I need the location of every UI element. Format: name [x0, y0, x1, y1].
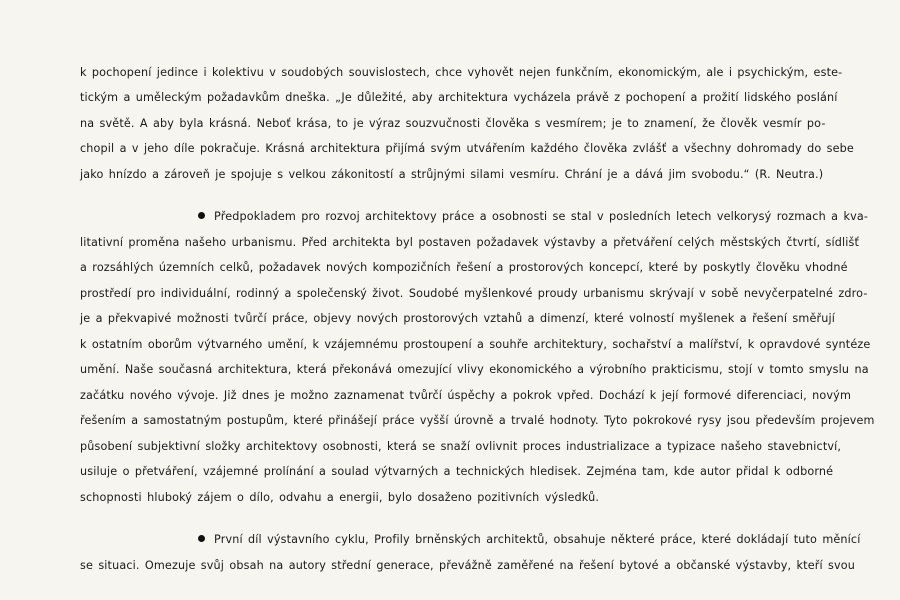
text-line: k ostatním oborům výtvarného umění, k vzájemnému prostoupení a souhře architektury, sochařství a malířství, k opravdové syntéze: [80, 338, 871, 351]
text-line: k pochopení jedince i kolektivu v soudobých souvislostech, chce vyhovět nejen funkčním, ekonomickým, ale i psychickým, este-: [80, 66, 843, 79]
text-line: schopnosti hluboký zájem o dílo, odvahu a energii, bylo dosaženo pozitivních výsledků.: [80, 491, 600, 504]
text-line: První díl výstavního cyklu, Profily brněnských architektů, obsahuje některé práce, které dokládají tuto měnící: [214, 533, 861, 546]
bullet-line: [198, 210, 868, 224]
text-line: začátku nového vývoje. Již dnes je možno zaznamenat tvůrčí úspěchy a pokrok vpřed. Dochází k její formové diferenciaci, novým: [80, 389, 851, 402]
bullet-icon: [198, 212, 205, 219]
text-line: Předpokladem pro rozvoj architektovy práce a osobnosti se stal v posledních letech velkorysý rozmach a kva-: [214, 210, 869, 223]
text-line: jako hnízdo a zároveň je spojuje s velkou zákonitostí a strůjnými silami vesmíru. Chrání je a dává jim svobodu.“ (R. Neutra.): [80, 168, 824, 181]
text-line: a rozsáhlých územních celků, požadavek nových kompozičních řešení a prostorových koncepcí, které by poskytly člověku vhodné: [80, 261, 848, 274]
text-line: litativní proměna našeho urbanismu. Před architekta byl postaven požadavek výstavby a přetváření celých městských čtvrtí, sídlišť: [80, 236, 859, 249]
text-line: působení subjektivní složky architektovy osobnosti, která se snaží ovlivnit proces industrializace a typizace našeho stavebnictví,: [80, 440, 842, 453]
text-line: řešením a samostatným postupům, které přinášejí práce vyšší úrovně a trvalé hodnoty. Tyto pokrokové rysy jsou především projevem: [80, 414, 875, 427]
text-line: prostředí pro individuální, rodinný a společenský život. Soudobé myšlenkové proudy urbanismu skrývají v sobě nevyčerpatelné zdro-: [80, 287, 868, 300]
bullet-line: [198, 533, 861, 547]
text-line: na světě. A aby byla krásná. Neboť krása, to je výraz souzvučnosti člověka s vesmírem; je to znamení, že člověk vesmír po-: [80, 117, 826, 130]
text-line: umění. Naše současná architektura, která překonává omezující vlivy ekonomického a výrobního prakticismu, stojí v tomto smyslu na: [80, 363, 869, 376]
text-line: chopil a v jeho díle pokračuje. Krásná architektura přijímá svým utvářením každého člověka zvlášť a všechny dohromady do sebe: [80, 142, 854, 155]
text-line: tickým a uměleckým požadavkům dneška. „Je důležité, aby architektura vycházela právě z pochopení a prožití lidského poslání: [80, 91, 838, 104]
text-line: se situaci. Omezuje svůj obsah na autory střední generace, převážně zaměřené na řešení bytové a občanské výstavby, kteří svou: [80, 559, 856, 572]
text-line: usiluje o přetváření, vzájemné prolínání a soulad výtvarných a technických hledisek. Zejména tam, kde autor přidal k odborné: [80, 465, 834, 478]
text-line: je a překvapivé možnosti tvůrčí práce, objevy nových prostorových vztahů a dimenzí, které volností myšlenek a řešení směřují: [80, 312, 835, 325]
bullet-icon: [198, 535, 205, 542]
